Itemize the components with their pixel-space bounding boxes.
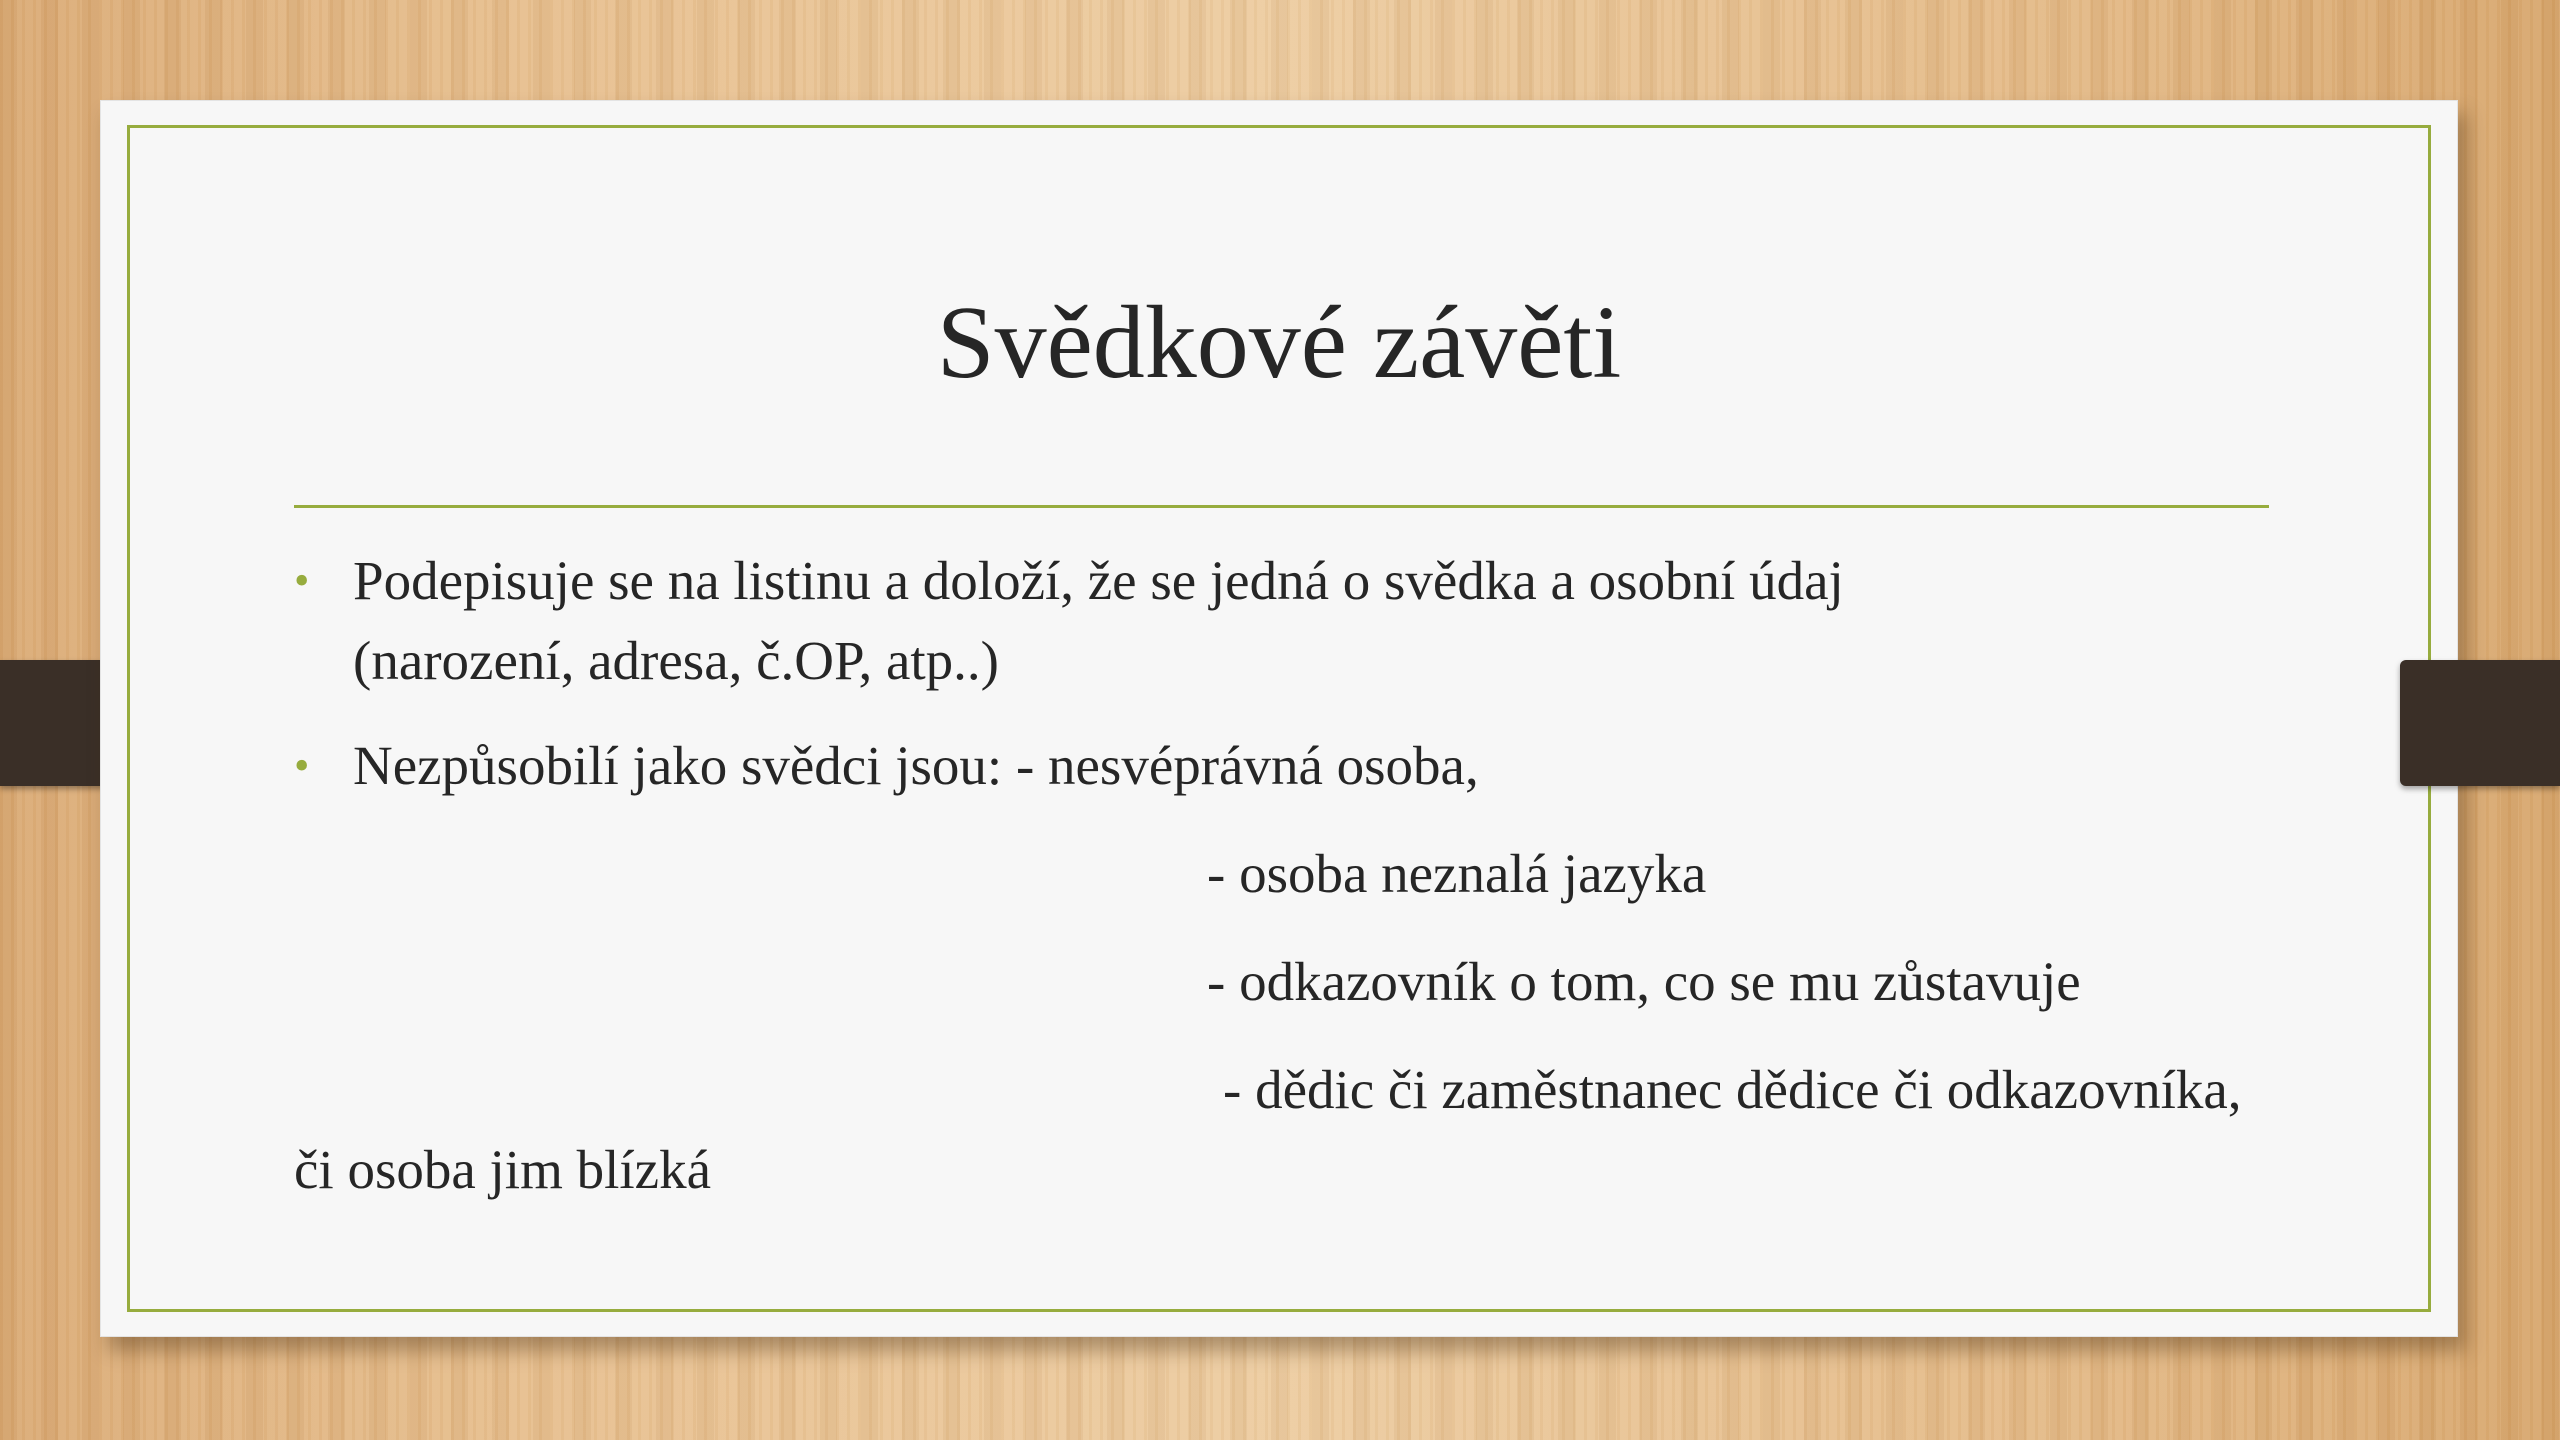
bullet-item	[294, 541, 2304, 701]
sub-item: - odkazovník o tom, co se mu zůstavuje	[1207, 951, 2081, 1012]
bullet-text-line: (narození, adresa, č.OP, atp..)	[353, 630, 999, 691]
slide-body	[294, 541, 2304, 1210]
sub-item: - dědic či zaměstnanec dědice či odkazovníka,	[1223, 1059, 2242, 1120]
slide-title: Svědkové závěti	[936, 285, 1622, 400]
title-divider	[294, 505, 2269, 508]
bullet-item	[294, 726, 2304, 806]
continuation-line: či osoba jim blízká	[294, 1139, 711, 1200]
binder-clip-right	[2400, 660, 2560, 786]
bullet-text-line: Nezpůsobilí jako svědci jsou: - nesvéprávná osoba,	[353, 735, 1479, 796]
slide	[100, 100, 2458, 1337]
bullet-text-line: Podepisuje se na listinu a doloží, že se jedná o svědka a osobní údaj	[353, 550, 1844, 611]
bullet-icon: •	[294, 556, 310, 605]
sub-item: - osoba neznalá jazyka	[1207, 843, 1707, 904]
bullet-icon: •	[294, 741, 310, 790]
